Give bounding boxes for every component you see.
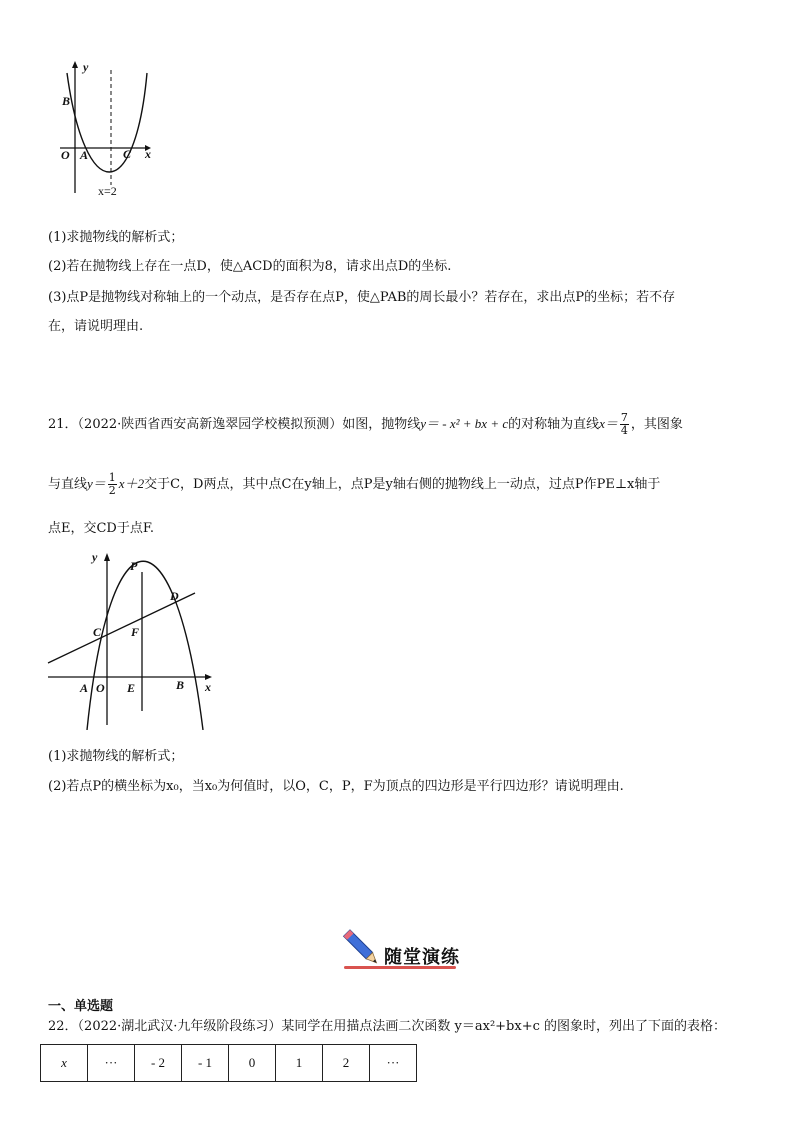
table-cell: - 2 xyxy=(135,1045,182,1082)
q21-line1-pre: 21．（2022·陕西省西安高新逸翠园学校模拟预测）如图，抛物线 xyxy=(48,417,421,432)
q21-line2-post: 交于C，D两点，其中点C在y轴上，点P是y轴右侧的抛物线上一动点，过点P作PE⊥x轴于 xyxy=(144,477,661,492)
q21-line-num: 1 xyxy=(108,471,116,484)
q20-part2: (2)若在抛物线上存在一点D，使△ACD的面积为8，请求出点D的坐标. xyxy=(48,259,452,274)
q21-line2-pre: 与直线 xyxy=(48,477,88,492)
q21-axis-num: 7 xyxy=(620,411,628,424)
q21-line1-post: ，其图象 xyxy=(630,417,683,432)
y-axis-arrow xyxy=(104,553,110,561)
table-cell: ··· xyxy=(370,1045,417,1082)
table-cell: - 1 xyxy=(182,1045,229,1082)
q21-line3: 点E，交CD于点F. xyxy=(48,521,154,536)
banner-title: 随堂演练 xyxy=(384,947,460,968)
q20-part3-line1: (3)点P是抛物线对称轴上的一个动点，是否存在点P，使△PAB的周长最小？若存在，求出点P的坐标；若不存 xyxy=(48,290,676,305)
figure-parabola-1 xyxy=(55,55,165,205)
q21-axis-lhs: x＝ xyxy=(599,416,618,431)
fig1-label-C: C xyxy=(123,147,132,161)
fig2-label-y: y xyxy=(92,550,98,564)
fig1-label-O: O xyxy=(61,148,70,162)
q21-line-den: 2 xyxy=(108,484,116,497)
q20-part1: (1)求抛物线的解析式； xyxy=(48,230,184,245)
fig1-label-B: B xyxy=(62,94,71,108)
q21-line-fraction xyxy=(108,472,117,497)
fig2-label-O: O xyxy=(96,681,105,695)
table-row xyxy=(41,1045,417,1082)
q21-parabola-eq: y＝ - x² + bx + c xyxy=(420,416,509,431)
q21-line1 xyxy=(48,412,683,437)
fig1-label-y: y xyxy=(83,60,89,74)
q21-part1: (1)求抛物线的解析式； xyxy=(48,749,184,764)
value-table xyxy=(40,1044,417,1082)
fig2-label-P: P xyxy=(130,559,138,573)
table-cell: 1 xyxy=(276,1045,323,1082)
q21-part2: (2)若点P的横坐标为x₀，当x₀为何值时，以O，C，P，F为顶点的四边形是平行四边形？请说明理由. xyxy=(48,779,624,794)
fig1-label-A: A xyxy=(80,148,89,162)
q21-axis-den: 4 xyxy=(620,424,628,437)
table-cell: x xyxy=(41,1045,88,1082)
parabola-curve-2 xyxy=(87,561,203,730)
fig2-label-C: C xyxy=(93,625,102,639)
q21-line-lhs: y＝ xyxy=(87,476,106,491)
q21-line1-mid: 的对称轴为直线 xyxy=(508,417,600,432)
fig2-label-A: A xyxy=(80,681,89,695)
q20-part3-line2: 在，请说明理由. xyxy=(48,319,144,334)
table-cell: ··· xyxy=(88,1045,135,1082)
fig2-label-x: x xyxy=(205,680,211,694)
y-axis-arrow xyxy=(72,61,78,68)
table-cell: 0 xyxy=(229,1045,276,1082)
fig2-label-B: B xyxy=(176,678,185,692)
section-heading: 一、单选题 xyxy=(48,999,114,1014)
fig1-label-x: x xyxy=(145,147,151,161)
q21-line2 xyxy=(48,472,660,497)
fig2-label-F: F xyxy=(131,625,140,639)
parabola-curve-1 xyxy=(67,73,147,172)
q21-axis-fraction xyxy=(620,412,629,437)
table-cell: 2 xyxy=(323,1045,370,1082)
fig2-label-D: D xyxy=(170,589,179,603)
fig2-label-E: E xyxy=(127,681,136,695)
q22-text: 22．（2022·湖北武汉·九年级阶段练习）某同学在用描点法画二次函数 y＝ax²+bx+c 的图象时，列出了下面的表格： xyxy=(48,1019,727,1034)
q21-line-rest: x＋2 xyxy=(118,476,145,491)
fig1-axis-label: x=2 xyxy=(98,184,117,198)
